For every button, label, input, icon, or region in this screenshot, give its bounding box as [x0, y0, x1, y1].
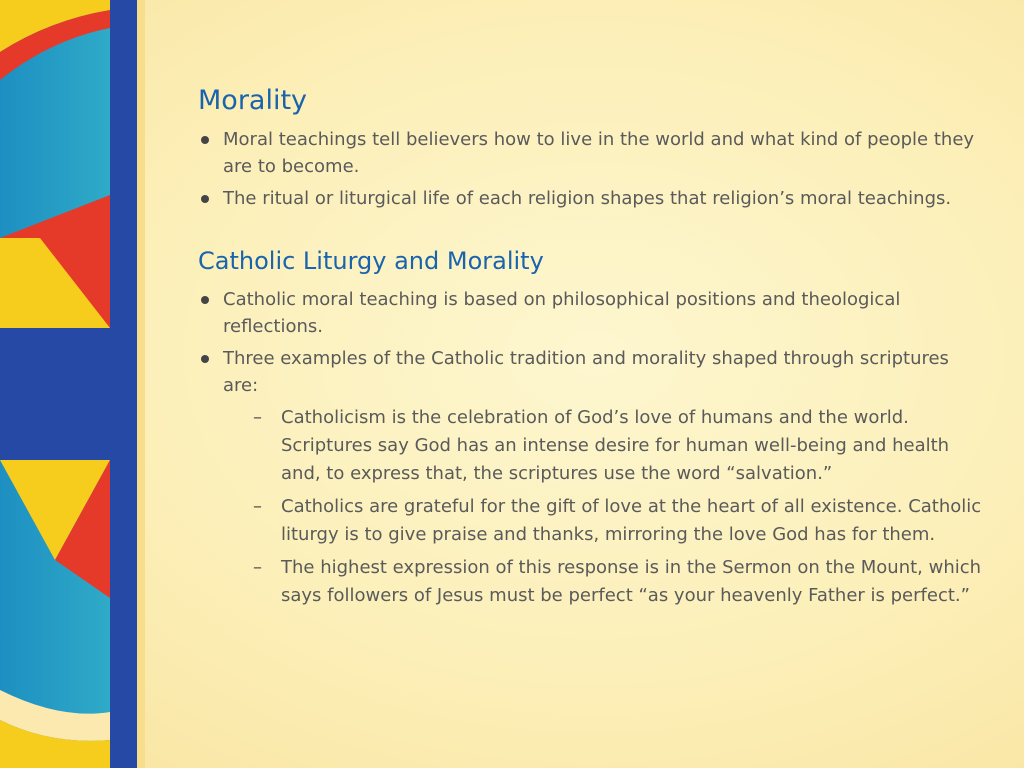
bullet-item: The ritual or liturgical life of each religion shapes that religion’s moral teachings. — [198, 185, 988, 212]
bullet-item: Three examples of the Catholic tradition and morality shaped through scriptures are: — [198, 345, 988, 399]
slide-content — [198, 84, 988, 610]
sub-bullet-item: – Catholics are grateful for the gift of love at the heart of all existence. Catholic liturgy is to give praise and thanks, mirroring the love God has for them. — [281, 493, 988, 549]
dash-icon: – — [253, 406, 262, 428]
heading-morality: Morality — [198, 85, 308, 116]
heading-catholic-liturgy: Catholic Liturgy and Morality — [198, 246, 544, 275]
bullet-dot-icon — [201, 355, 209, 363]
sub-bullet-item: – The highest expression of this response is in the Sermon on the Mount, which says followers of Jesus must be perfect “as your heavenly Father is perfect.” — [281, 554, 988, 610]
dash-icon: – — [253, 495, 262, 517]
bullet-dot-icon — [201, 195, 209, 203]
decorative-side-art — [0, 0, 145, 768]
bullet-dot-icon — [201, 296, 209, 304]
dash-icon: – — [253, 556, 262, 578]
sub-bullet-item: – Catholicism is the celebration of God’s love of humans and the world. Scriptures say God has an intense desire for human well-being and health and, to express that, the scriptures use the word “salvation.” — [281, 404, 988, 488]
bullet-dot-icon — [201, 136, 209, 144]
bullet-item: Moral teachings tell believers how to live in the world and what kind of people they are to become. — [198, 126, 988, 180]
bullet-item: Catholic moral teaching is based on philosophical positions and theological reflections. — [198, 286, 988, 340]
